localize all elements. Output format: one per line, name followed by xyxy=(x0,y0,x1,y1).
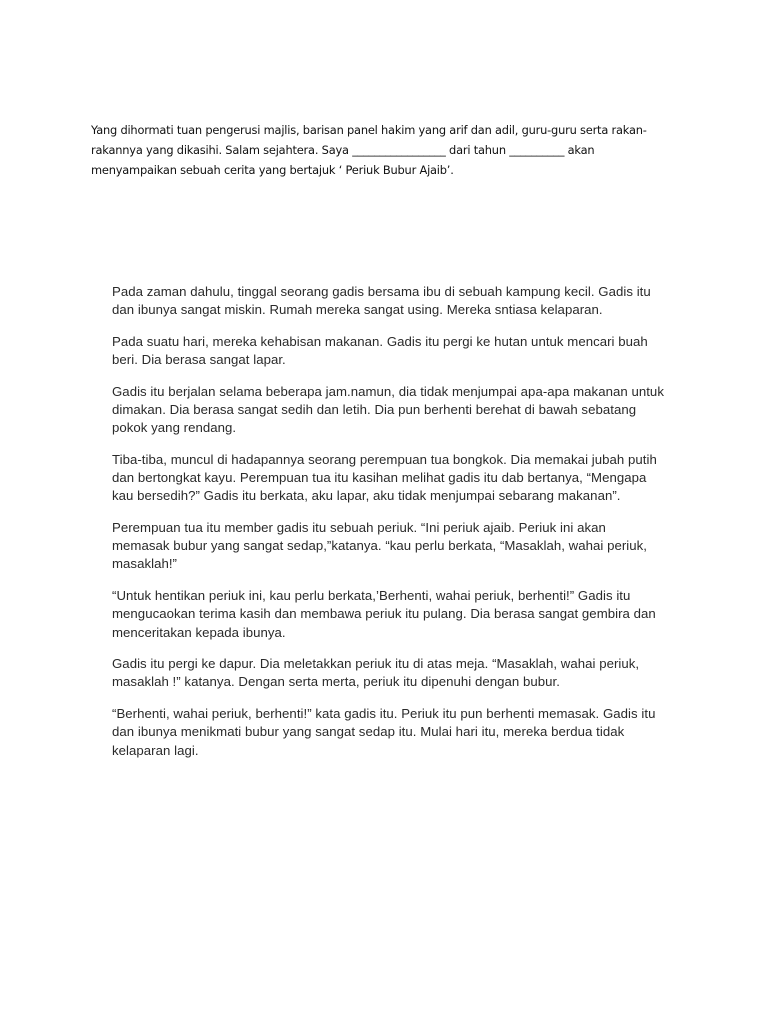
story-text-block xyxy=(112,283,667,760)
story-paragraph-5: Perempuan tua itu member gadis itu sebuah periuk. “Ini periuk ajaib. Periuk ini akan memasak bubur yang sangat sedap,”katanya. “kau perlu berkata, “Masaklah, wahai periuk, masaklah!” xyxy=(112,520,648,572)
story-paragraph-3: Gadis itu berjalan selama beberapa jam.namun, dia tidak menjumpai apa-apa makanan untuk dimakan. Dia berasa sangat sedih dan letih. Dia pun berhenti berehat di bawah sebatang pokok yang rendang. xyxy=(112,383,664,436)
story-paragraph-2: Pada suatu hari, mereka kehabisan makanan. Gadis itu pergi ke hutan untuk mencari buah beri. Dia berasa sangat lapar. xyxy=(112,333,648,368)
story-paragraph-8: “Berhenti, wahai periuk, berhenti!” kata gadis itu. Periuk itu pun berhenti memasak. Gadis itu dan ibunya menikmati bubur yang sangat sedap itu. Mulai hari itu, mereka berdua tidak kelaparan lagi. xyxy=(112,706,656,758)
intro-paragraph: Yang dihormati tuan pengerusi majlis, barisan panel hakim yang arif dan adil, guru-guru serta rakan-rakannya yang dikasihi. Salam sejahtera. Saya _________________ dari tahun __________ akan menyampaikan sebuah cerita yang bertajuk ‘ Periuk Bubur Ajaib’. xyxy=(91,123,647,177)
story-paragraph-6: “Untuk hentikan periuk ini, kau perlu berkata,’Berhenti, wahai periuk, berhenti!” Gadis itu mengucaokan terima kasih dan membawa periuk itu pulang. Dia berasa sangat gembira dan menceritakan kepada ibunya. xyxy=(112,588,656,640)
story-paragraph-1: Pada zaman dahulu, tinggal seorang gadis bersama ibu di sebuah kampung kecil. Gadis itu dan ibunya sangat miskin. Rumah mereka sangat using. Mereka sntiasa kelaparan. xyxy=(112,284,651,318)
story-paragraph-4: Tiba-tiba, muncul di hadapannya seorang perempuan tua bongkok. Dia memakai jubah putih dan bertongkat kayu. Perempuan tua itu kasihan melihat gadis itu dab bertanya, “Mengapa kau bersedih?” Gadis itu berkata, aku lapar, aku tidak menjumpai sebarang makanan”. xyxy=(112,451,657,504)
story-paragraph-7: Gadis itu pergi ke dapur. Dia meletakkan periuk itu di atas meja. “Masaklah, wahai periuk, masaklah !” katanya. Dengan serta merta, periuk itu dipenuhi dengan bubur. xyxy=(112,656,640,690)
